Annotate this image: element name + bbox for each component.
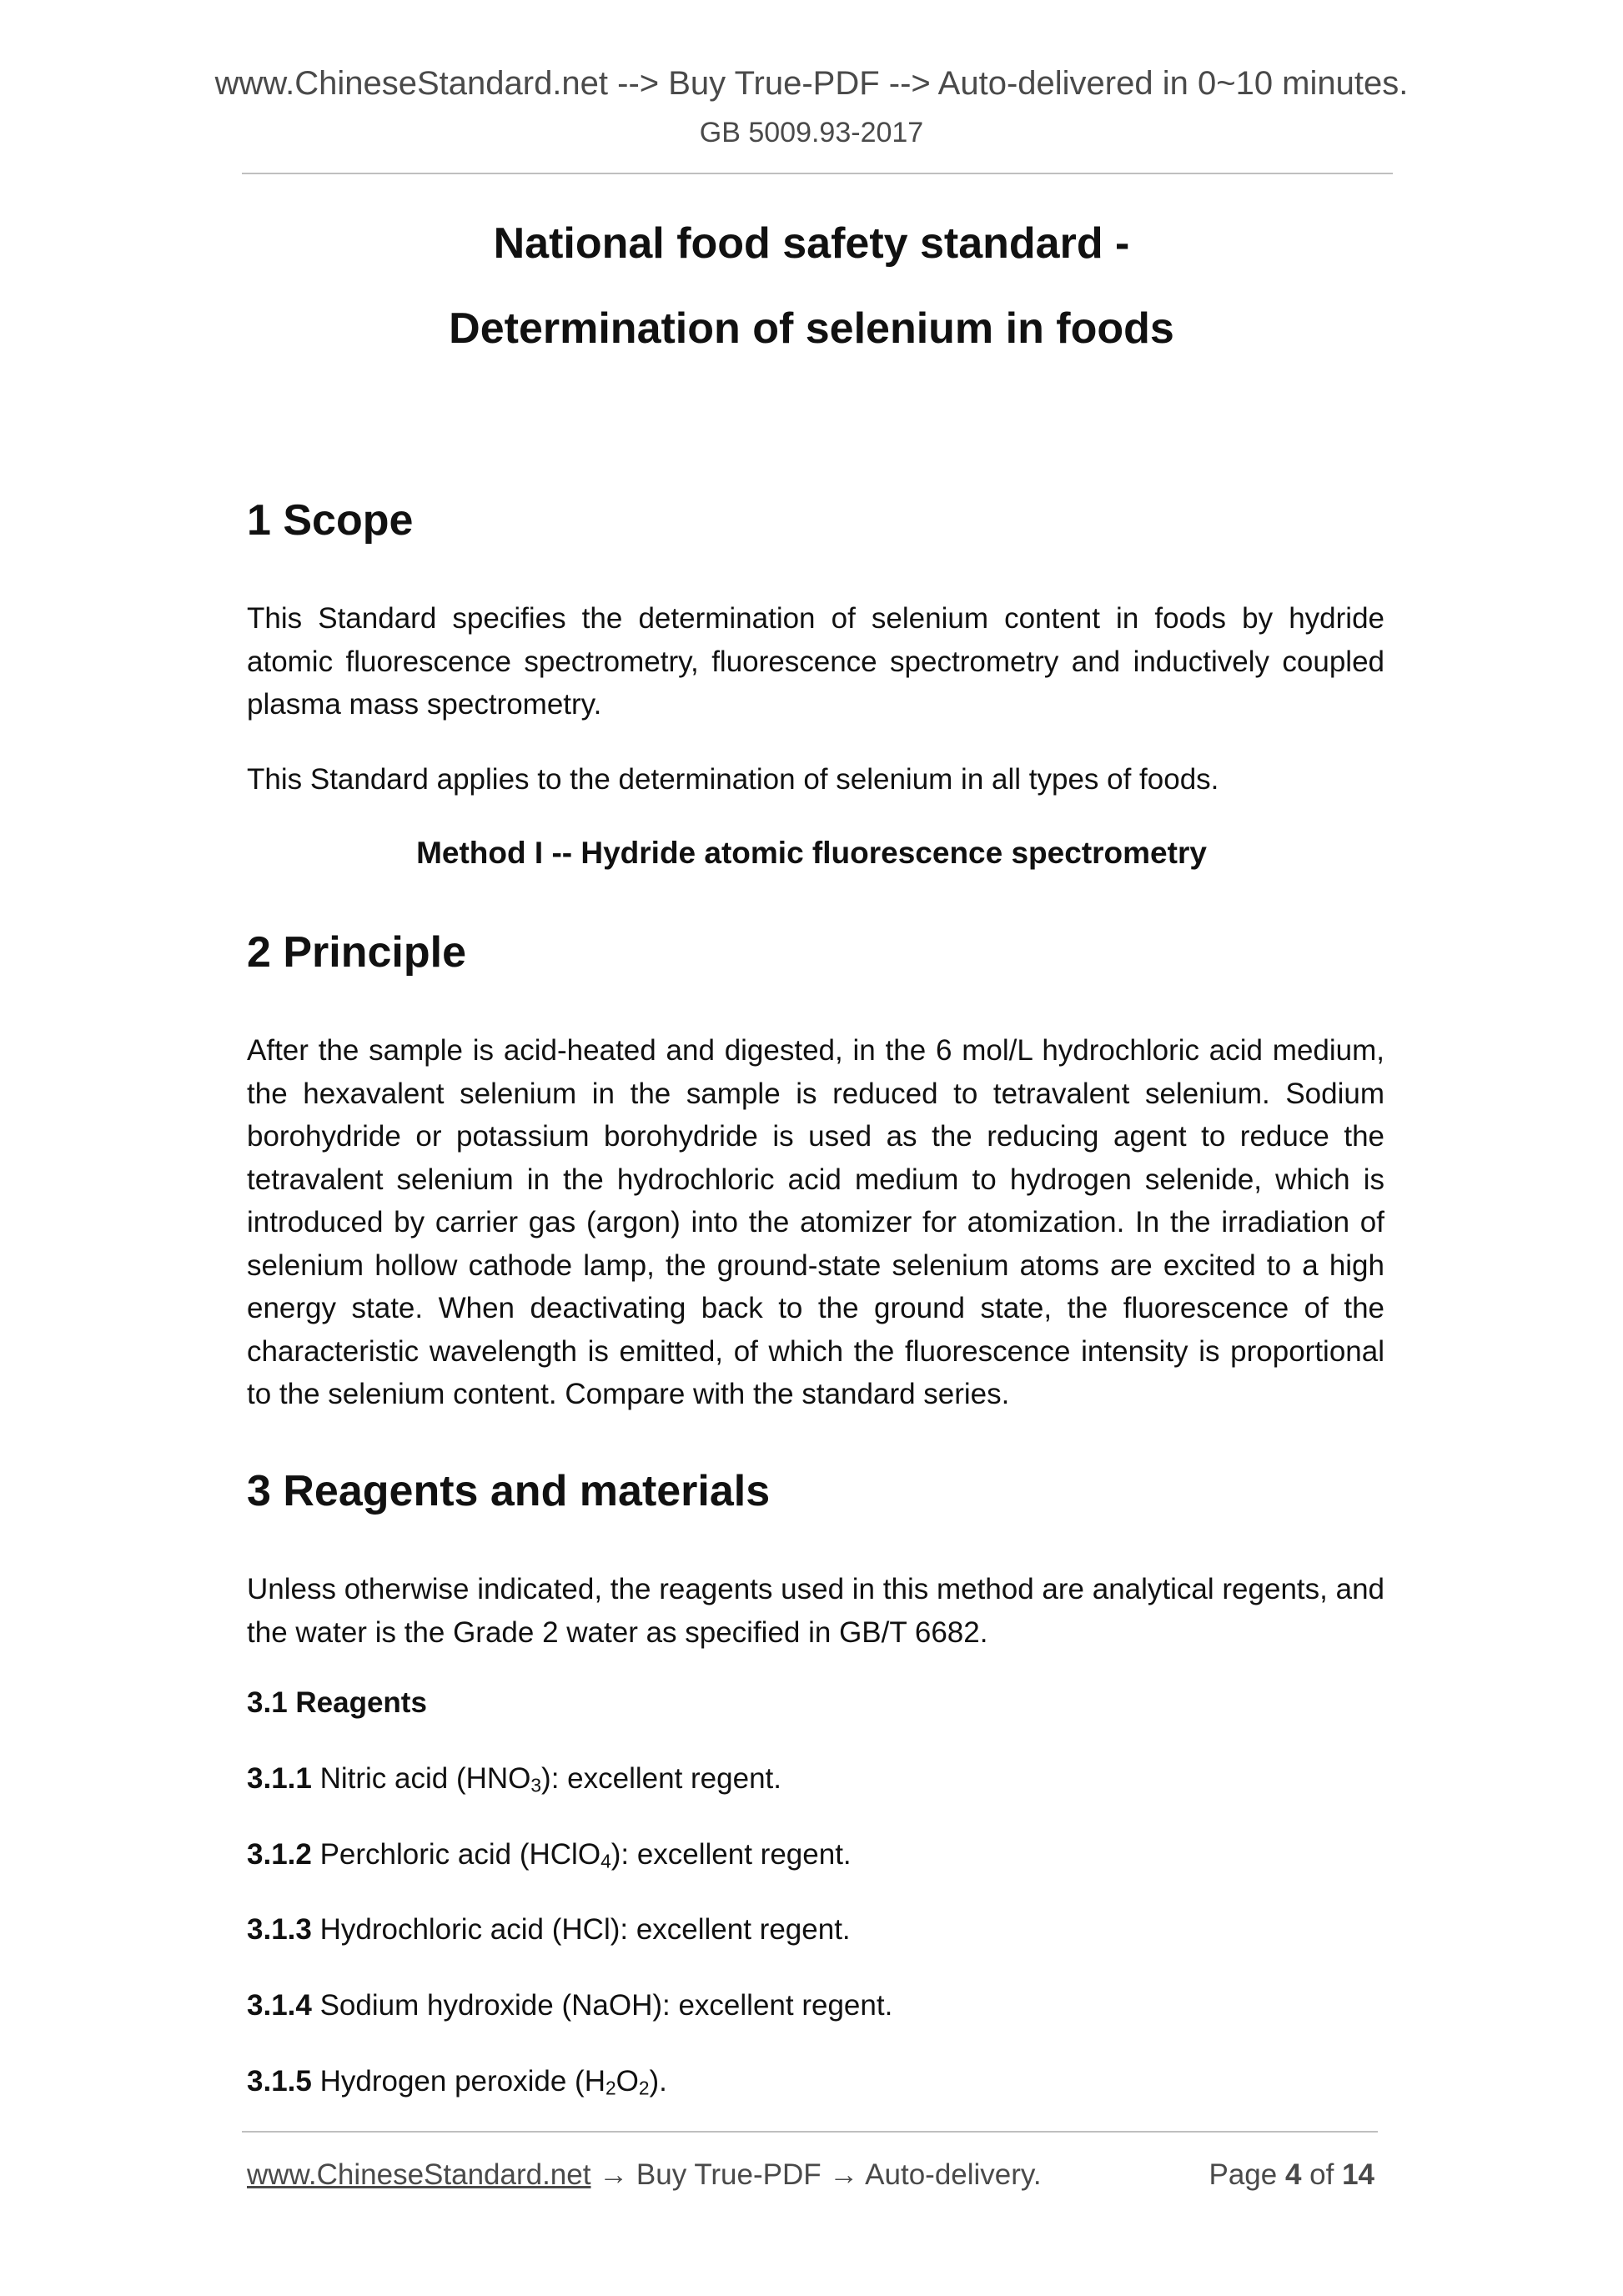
reagent-subscript: 2 bbox=[605, 2077, 616, 2099]
header-divider bbox=[242, 173, 1393, 174]
reagent-item bbox=[247, 1913, 851, 1947]
reagent-item bbox=[247, 1989, 892, 2022]
header-banner: www.ChineseStandard.net --> Buy True-PDF --> Auto-delivered in 0~10 minutes. bbox=[214, 65, 1409, 102]
reagent-subscript: 2 bbox=[638, 2077, 650, 2099]
section-heading-reagents: 3 Reagents and materials bbox=[247, 1467, 771, 1515]
reagent-number: 3.1.2 bbox=[247, 1838, 312, 1871]
reagents-paragraph: Unless otherwise indicated, the reagents used in this method are analytical regents, and the water is the Grade 2 water as specified in GB/T 6682. bbox=[247, 1573, 1384, 1649]
reagent-text: Hydrochloric acid (HCl): excellent regent. bbox=[311, 1913, 851, 1946]
reagent-number: 3.1.5 bbox=[247, 2065, 312, 2098]
method-heading: Method I -- Hydride atomic fluorescence spectrometry bbox=[416, 836, 1207, 870]
footer-divider bbox=[242, 2131, 1378, 2133]
document-title-line2: Determination of selenium in foods bbox=[449, 304, 1174, 353]
reagent-item bbox=[247, 2065, 667, 2100]
page-number: 4 bbox=[1284, 2158, 1302, 2191]
reagent-item bbox=[247, 1838, 852, 1873]
page-of-label: of bbox=[1301, 2158, 1343, 2191]
footer-promo-text: → Buy True-PDF → Auto-delivery. bbox=[590, 2158, 1042, 2191]
reagent-text: Hydrogen peroxide (H bbox=[311, 2065, 605, 2098]
reagent-text: Nitric acid (HNO bbox=[311, 1762, 531, 1795]
reagent-subscript: 3 bbox=[530, 1774, 542, 1796]
reagent-item bbox=[247, 1762, 781, 1797]
section-heading-scope: 1 Scope bbox=[247, 496, 414, 545]
document-title-line1: National food safety standard - bbox=[493, 219, 1130, 268]
reagent-number: 3.1.1 bbox=[247, 1762, 312, 1795]
page-label: Page bbox=[1208, 2158, 1285, 2191]
footer-site-link[interactable]: www.ChineseStandard.net bbox=[247, 2158, 591, 2191]
page-total: 14 bbox=[1342, 2158, 1374, 2191]
subsection-heading-reagents: 3.1 Reagents bbox=[247, 1686, 427, 1719]
section-heading-principle: 2 Principle bbox=[247, 928, 466, 977]
reagent-subscript: 4 bbox=[600, 1850, 611, 1872]
standard-code: GB 5009.93-2017 bbox=[699, 117, 924, 148]
reagent-text: Perchloric acid (HClO bbox=[311, 1838, 601, 1871]
reagent-text: Sodium hydroxide (NaOH): excellent regent. bbox=[311, 1989, 893, 2022]
scope-paragraph-1: This Standard specifies the determination of selenium content in foods by hydride atomic fluorescence spectrometry, fluorescence spectrometry and inductively coupled plasma mass spectrometry. bbox=[247, 602, 1384, 721]
reagent-text-end: ). bbox=[649, 2065, 667, 2098]
principle-paragraph: After the sample is acid-heated and digested, in the 6 mol/L hydrochloric acid medium, the hexavalent selenium in the sample is reduced to tetravalent selenium. Sodium borohydride or potassium borohydride is used as the reducing agent to reduce the tetravalent selenium in the hydrochloric acid medium to hydrogen selenide, which is introduced by carrier gas (argon) into the atomizer for atomization. In the irradiation of selenium hollow cathode lamp, the ground-state selenium atoms are excited to a high energy state. When deactivating back to the ground state, the fluorescence of the characteristic wavelength is emitted, of which the fluorescence intensity is proportional to the selenium content. Compare with the standard series. bbox=[247, 1034, 1384, 1410]
footer-promo bbox=[247, 2158, 1042, 2192]
reagent-number: 3.1.4 bbox=[247, 1989, 312, 2022]
reagent-text-end: ): excellent regent. bbox=[611, 1838, 852, 1871]
reagent-text-mid: O bbox=[616, 2065, 639, 2098]
reagent-number: 3.1.3 bbox=[247, 1913, 312, 1946]
scope-paragraph-2: This Standard applies to the determination of selenium in all types of foods. bbox=[247, 763, 1219, 796]
reagent-text-end: ): excellent regent. bbox=[541, 1762, 781, 1795]
page-indicator bbox=[1208, 2158, 1374, 2192]
